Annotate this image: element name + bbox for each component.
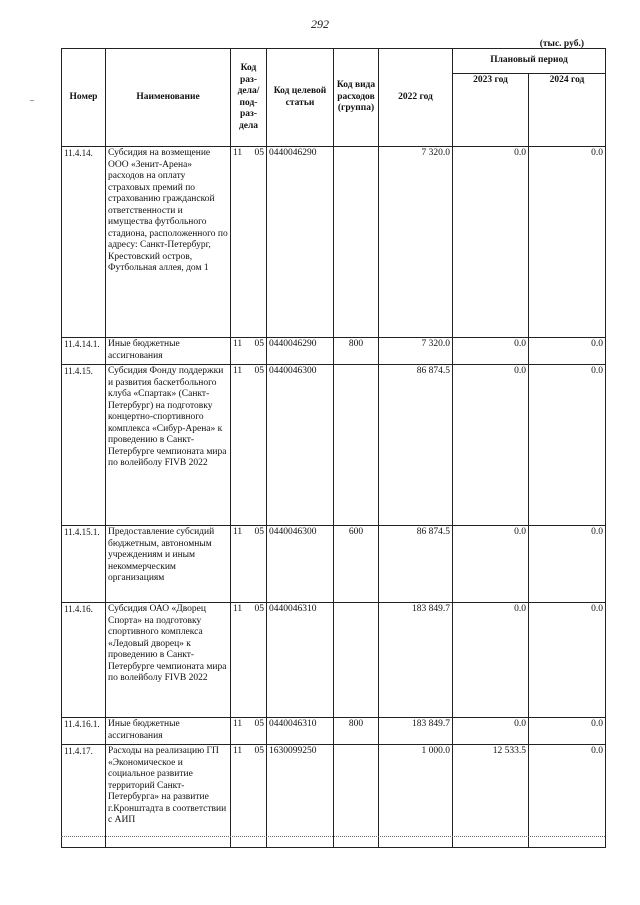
- row-section: 11: [231, 365, 248, 526]
- budget-table: [61, 48, 606, 848]
- row-number: 11.4.15.1.: [62, 526, 106, 603]
- row-section: 11: [231, 147, 248, 338]
- table-row: [62, 147, 606, 338]
- row-subsection: 05: [248, 603, 267, 718]
- row-name: Расходы на реализацию ГП «Экономическое и социальное развитие территорий Санкт-Петербурга» на развитие г.Кронштадта в соответствии с АИП: [106, 745, 231, 848]
- row-value-2023: 0.0: [453, 603, 529, 718]
- header-expense-type: Код вида расходов (группа): [334, 49, 379, 147]
- header-year-2022: 2022 год: [379, 49, 453, 147]
- row-number: 11.4.14.1.: [62, 338, 106, 365]
- row-target-article: 0440046290: [267, 147, 334, 338]
- row-subsection: 05: [248, 718, 267, 745]
- row-name: Иные бюджетные ассигнования: [106, 718, 231, 745]
- row-target-article: 0440046290: [267, 338, 334, 365]
- page-bottom-line: [61, 836, 605, 837]
- margin-mark: [30, 100, 34, 101]
- row-expense-type: [334, 147, 379, 338]
- row-value-2022: 183 849.7: [379, 603, 453, 718]
- table-row: [62, 718, 606, 745]
- row-name: Иные бюджетные ассигнования: [106, 338, 231, 365]
- row-section: 11: [231, 603, 248, 718]
- row-number: 11.4.17.: [62, 745, 106, 848]
- row-value-2022: 7 320.0: [379, 338, 453, 365]
- row-value-2024: 0.0: [529, 147, 606, 338]
- row-value-2022: 86 874.5: [379, 526, 453, 603]
- row-target-article: 0440046310: [267, 718, 334, 745]
- row-target-article: 0440046300: [267, 365, 334, 526]
- row-subsection: 05: [248, 745, 267, 848]
- table-body: [62, 147, 606, 848]
- row-value-2024: 0.0: [529, 338, 606, 365]
- row-expense-type: [334, 603, 379, 718]
- row-value-2023: 0.0: [453, 365, 529, 526]
- table-row: [62, 603, 606, 718]
- row-name: Субсидия ОАО «Дворец Спорта» на подготовку спортивного комплекса «Ледовый дворец» к проведению в Санкт-Петербурге чемпионата мира по волейболу FIVB 2022: [106, 603, 231, 718]
- row-target-article: 0440046310: [267, 603, 334, 718]
- header-name: Наименование: [106, 49, 231, 147]
- row-number: 11.4.16.: [62, 603, 106, 718]
- row-name: Субсидия на возмещение ООО «Зенит-Арена» расходов на оплату страховых премий по страхованию гражданской ответственности и имущества футбольного стадиона, расположенного по адресу: Санкт-Петербург, Крестовский остров, Футбольная аллея, дом 1: [106, 147, 231, 338]
- row-value-2022: 7 320.0: [379, 147, 453, 338]
- row-value-2022: 86 874.5: [379, 365, 453, 526]
- row-section: 11: [231, 338, 248, 365]
- row-value-2024: 0.0: [529, 718, 606, 745]
- row-value-2023: 0.0: [453, 718, 529, 745]
- row-value-2023: 0.0: [453, 147, 529, 338]
- row-value-2023: 0.0: [453, 338, 529, 365]
- table-row: [62, 526, 606, 603]
- row-target-article: 1630099250: [267, 745, 334, 848]
- row-subsection: 05: [248, 365, 267, 526]
- units-label: (тыс. руб.): [539, 39, 584, 49]
- row-expense-type: [334, 365, 379, 526]
- row-value-2022: 1 000.0: [379, 745, 453, 848]
- row-value-2024: 0.0: [529, 745, 606, 848]
- row-target-article: 0440046300: [267, 526, 334, 603]
- header-number: Номер: [62, 49, 106, 147]
- row-value-2023: 12 533.5: [453, 745, 529, 848]
- header-planned-period: Плановый период: [453, 49, 606, 74]
- row-value-2024: 0.0: [529, 526, 606, 603]
- row-number: 11.4.14.: [62, 147, 106, 338]
- row-value-2022: 183 849.7: [379, 718, 453, 745]
- row-expense-type: 800: [334, 718, 379, 745]
- row-expense-type: 600: [334, 526, 379, 603]
- row-section: 11: [231, 526, 248, 603]
- row-value-2024: 0.0: [529, 365, 606, 526]
- row-value-2023: 0.0: [453, 526, 529, 603]
- row-section: 11: [231, 718, 248, 745]
- header-target-article: Код целевой статьи: [267, 49, 334, 147]
- row-expense-type: [334, 745, 379, 848]
- header-section: Код раз-дела/ под-раз-дела: [231, 49, 267, 147]
- page-number: 292: [311, 17, 329, 31]
- row-value-2024: 0.0: [529, 603, 606, 718]
- row-name: Субсидия Фонду поддержки и развития баскетбольного клуба «Спартак» (Санкт-Петербург) на подготовку концертно-спортивного комплекса «Сибур-Арена» к проведению в Санкт-Петербурге чемпионата мира по волейболу FIVB 2022: [106, 365, 231, 526]
- table-row: [62, 338, 606, 365]
- row-subsection: 05: [248, 526, 267, 603]
- table-row: [62, 365, 606, 526]
- row-subsection: 05: [248, 338, 267, 365]
- header-year-2024: 2024 год: [529, 74, 606, 147]
- header-year-2023: 2023 год: [453, 74, 529, 147]
- row-number: 11.4.15.: [62, 365, 106, 526]
- table-row: [62, 745, 606, 848]
- row-name: Предоставление субсидий бюджетным, автономным учреждениям и иным некоммерческим организациям: [106, 526, 231, 603]
- row-number: 11.4.16.1.: [62, 718, 106, 745]
- row-section: 11: [231, 745, 248, 848]
- row-expense-type: 800: [334, 338, 379, 365]
- row-subsection: 05: [248, 147, 267, 338]
